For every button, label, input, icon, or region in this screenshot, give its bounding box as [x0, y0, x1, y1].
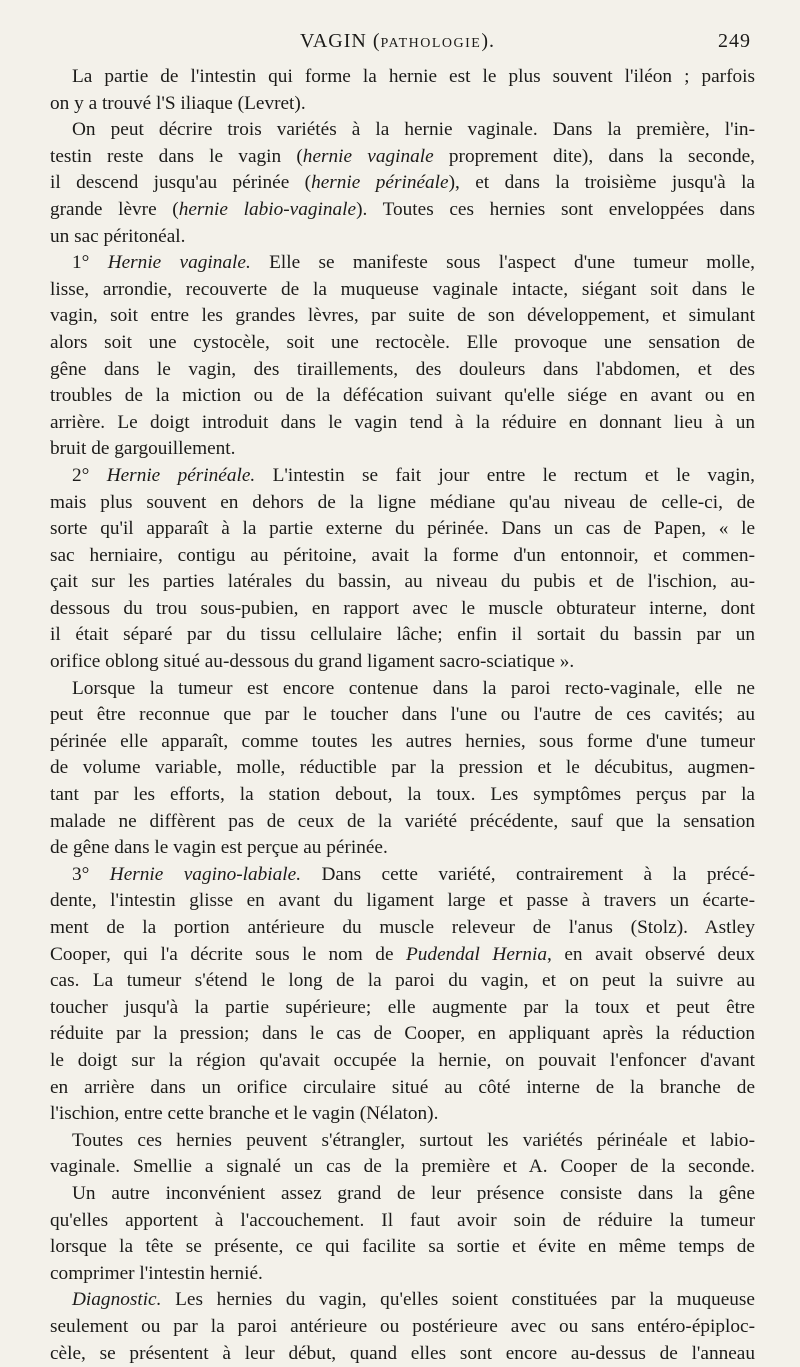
text-line: gêne dans le vagin, des tiraillements, des douleurs dans l'abdomen, et des [50, 357, 755, 384]
text-segment: 2° [72, 465, 107, 486]
running-title: VAGIN (PATHOLOGIE). [300, 30, 495, 53]
text-line: comprimer l'intestin hernié. [50, 1261, 755, 1288]
text-segment: Les hernies du vagin, qu'elles soient constituées par la muqueuse [161, 1289, 755, 1310]
text-segment: Elle se manifeste sous l'aspect d'une tumeur molle, [251, 252, 755, 273]
text-line: mais plus souvent en dehors de la ligne médiane qu'au niveau de celle-ci, de [50, 490, 755, 517]
text-line: Un autre inconvénient assez grand de leur présence consiste dans la gêne [50, 1181, 755, 1208]
text-line: seulement ou par la paroi antérieure ou postérieure avec ou sans entéro-épiploc- [50, 1314, 755, 1341]
text-line [50, 463, 755, 490]
text-line [50, 1287, 755, 1314]
text-line [50, 144, 755, 171]
text-segment: ), et dans la troisième jusqu'à la [449, 172, 755, 193]
text-line: Lorsque la tumeur est encore contenue dans la paroi recto-vaginale, elle ne [50, 676, 755, 703]
text-line: vagin, soit entre les grandes lèvres, par suite de son développement, et simulant [50, 303, 755, 330]
text-segment: 1° [72, 252, 108, 273]
text-line: malade ne diffèrent pas de ceux de la variété précédente, sauf que la sensation [50, 809, 755, 836]
text-line: cas. La tumeur s'étend le long de la paroi du vagin, et on peut la suivre au [50, 968, 755, 995]
text-line: La partie de l'intestin qui forme la hernie est le plus souvent l'iléon ; parfois [50, 64, 755, 91]
text-line: arrière. Le doigt introduit dans le vagin tend à la réduire en donnant lieu à un [50, 410, 755, 437]
text-line: sorte qu'il apparaît à la partie externe du périnée. Dans un cas de Papen, « le [50, 516, 755, 543]
text-line: cèle, se présentent à leur début, quand elles sont encore au-dessus de l'anneau [50, 1341, 755, 1367]
text-line: réduite par la pression; dans le cas de Cooper, en appliquant après la réduction [50, 1021, 755, 1048]
text-line [50, 250, 755, 277]
text-line [50, 942, 755, 969]
running-title-smallcaps: PATHOLOGIE [381, 36, 482, 51]
text-line: peut être reconnue que par le toucher dans l'une ou l'autre de ces cavités; au [50, 702, 755, 729]
italic-term: hernie vaginale [303, 146, 434, 167]
text-line [50, 862, 755, 889]
italic-term: Pudendal Hernia [406, 944, 547, 965]
text-segment: L'intestin se fait jour entre le rectum et le vagin, [255, 465, 755, 486]
italic-term: hernie périnéale [311, 172, 449, 193]
text-line: çait sur les parties latérales du bassin, au niveau du pubis et de l'ischion, au- [50, 569, 755, 596]
text-segment: , en avait observé deux [547, 944, 755, 965]
text-line: le doigt sur la région qu'avait occupée la hernie, on pouvait l'enfoncer d'avant [50, 1048, 755, 1075]
text-line: il était séparé par du tissu cellulaire lâche; enfin il sortait du bassin par un [50, 622, 755, 649]
text-line: de volume variable, molle, réductible par la pression et le décubitus, augmen- [50, 755, 755, 782]
text-line: Toutes ces hernies peuvent s'étrangler, surtout les variétés périnéale et labio- [50, 1128, 755, 1155]
text-segment: grande lèvre ( [50, 199, 179, 220]
text-segment: ). Toutes ces hernies sont enveloppées dans [356, 199, 755, 220]
running-header [0, 30, 800, 56]
italic-term: Hernie vagino-labiale. [110, 864, 301, 885]
italic-term: hernie labio-vaginale [179, 199, 356, 220]
text-line: lisse, arrondie, recouverte de la muqueuse vaginale intacte, siégant soit dans le [50, 277, 755, 304]
text-line [50, 197, 755, 224]
text-line: lorsque la tête se présente, ce qui facilite sa sortie et évite en même temps de [50, 1234, 755, 1261]
text-line: tant par les efforts, la station debout, la toux. Les symptômes perçus par la [50, 782, 755, 809]
text-line: troubles de la miction ou de la défécation suivant qu'elle siége en avant ou en [50, 383, 755, 410]
text-line: en arrière dans un orifice circulaire situé au côté interne de la branche de [50, 1075, 755, 1102]
text-line: vaginale. Smellie a signalé un cas de la première et A. Cooper de la seconde. [50, 1154, 755, 1181]
text-line: dente, l'intestin glisse en avant du ligament large et passe à travers un écarte- [50, 888, 755, 915]
page-number: 249 [718, 30, 751, 53]
text-line: toucher jusqu'à la partie supérieure; elle augmente par la toux et peut être [50, 995, 755, 1022]
text-line: on y a trouvé l'S iliaque (Levret). [50, 91, 755, 118]
text-line [50, 170, 755, 197]
text-segment: Dans cette variété, contrairement à la précé- [301, 864, 755, 885]
text-segment: il descend jusqu'au périnée ( [50, 172, 311, 193]
text-line: bruit de gargouillement. [50, 436, 755, 463]
italic-term: Diagnostic. [72, 1289, 161, 1310]
text-line: l'ischion, entre cette branche et le vagin (Nélaton). [50, 1101, 755, 1128]
text-line: sac herniaire, contigu au péritoine, avait la forme d'un entonnoir, et commen- [50, 543, 755, 570]
text-line: qu'elles apportent à l'accouchement. Il faut avoir soin de réduire la tumeur [50, 1208, 755, 1235]
text-line: orifice oblong situé au-dessous du grand ligament sacro-sciatique ». [50, 649, 755, 676]
text-line: ment de la portion antérieure du muscle releveur de l'anus (Stolz). Astley [50, 915, 755, 942]
text-segment: Cooper, qui l'a décrite sous le nom de [50, 944, 406, 965]
text-line: On peut décrire trois variétés à la hernie vaginale. Dans la première, l'in- [50, 117, 755, 144]
body-text [50, 64, 755, 1367]
text-line: dessous du trou sous-pubien, en rapport avec le muscle obturateur interne, dont [50, 596, 755, 623]
text-line: un sac péritonéal. [50, 224, 755, 251]
text-line: alors soit une cystocèle, soit une rectocèle. Elle provoque une sensation de [50, 330, 755, 357]
text-segment: 3° [72, 864, 110, 885]
text-line: de gêne dans le vagin est perçue au périnée. [50, 835, 755, 862]
text-segment: testin reste dans le vagin ( [50, 146, 303, 167]
text-segment: proprement dite), dans la seconde, [434, 146, 755, 167]
text-line: périnée elle apparaît, comme toutes les autres hernies, sous forme d'une tumeur [50, 729, 755, 756]
italic-term: Hernie vaginale. [108, 252, 251, 273]
italic-term: Hernie périnéale. [107, 465, 256, 486]
